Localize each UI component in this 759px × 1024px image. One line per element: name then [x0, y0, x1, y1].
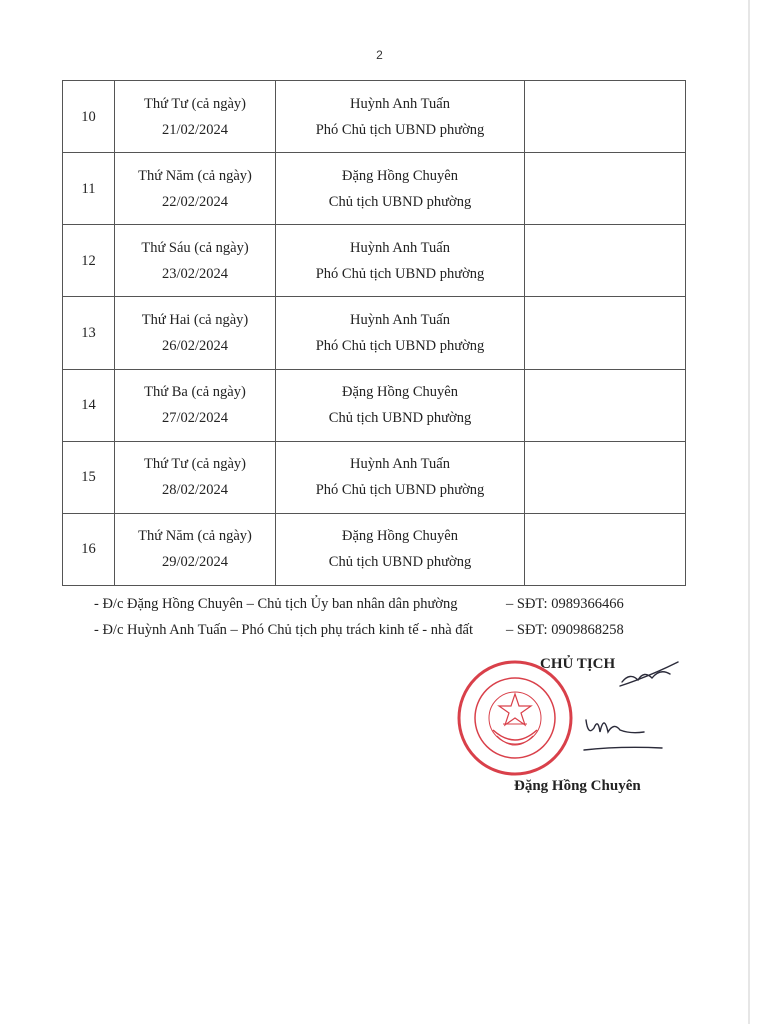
contact-person: - Đ/c Huỳnh Anh Tuấn – Phó Chủ tịch phụ trách kinh tế - nhà đất — [94, 622, 473, 638]
signer-name: Đặng Hồng Chuyên — [514, 778, 641, 794]
official-seal-icon — [455, 658, 575, 778]
contact-person: - Đ/c Đặng Hồng Chuyên – Chủ tịch Ủy ban nhân dân phường — [94, 596, 458, 612]
note-cell — [525, 297, 686, 369]
table-row — [63, 297, 686, 369]
duty-schedule-table — [62, 80, 686, 586]
official-name: Đặng Hồng Chuyên — [342, 167, 458, 184]
official-cell — [276, 153, 525, 225]
scan-edge — [748, 0, 750, 1024]
table-row — [63, 369, 686, 441]
row-number: 15 — [63, 441, 115, 513]
weekday: Thứ Hai (cả ngày) — [141, 311, 249, 328]
row-number: 16 — [63, 513, 115, 585]
contact-phone: – SĐT: 0989366466 — [506, 596, 624, 612]
official-title: Phó Chủ tịch UBND phường — [315, 121, 485, 138]
note-cell — [525, 369, 686, 441]
official-title: Chủ tịch UBND phường — [328, 193, 472, 210]
official-title: Phó Chủ tịch UBND phường — [315, 482, 485, 499]
official-title: Chủ tịch UBND phường — [328, 554, 472, 571]
official-name: Đặng Hồng Chuyên — [342, 384, 458, 401]
date: 27/02/2024 — [161, 410, 229, 427]
table-row — [63, 81, 686, 153]
weekday: Thứ Ba (cả ngày) — [144, 384, 246, 401]
official-cell — [276, 441, 525, 513]
date: 21/02/2024 — [161, 121, 229, 138]
weekday: Thứ Tư (cả ngày) — [143, 456, 246, 473]
row-number: 10 — [63, 81, 115, 153]
official-title: Phó Chủ tịch UBND phường — [315, 337, 485, 354]
contact-item — [94, 591, 694, 617]
official-title: Phó Chủ tịch UBND phường — [315, 265, 485, 282]
note-cell — [525, 513, 686, 585]
weekday: Thứ Tư (cả ngày) — [143, 95, 246, 112]
table-row — [63, 225, 686, 297]
row-number: 12 — [63, 225, 115, 297]
official-title: Chủ tịch UBND phường — [328, 410, 472, 427]
official-name: Đặng Hồng Chuyên — [342, 528, 458, 545]
date: 22/02/2024 — [161, 193, 229, 210]
note-cell — [525, 225, 686, 297]
duty-day-cell — [115, 153, 276, 225]
date: 26/02/2024 — [161, 337, 229, 354]
weekday: Thứ Sáu (cả ngày) — [141, 239, 249, 256]
weekday: Thứ Năm (cả ngày) — [138, 167, 252, 184]
date: 29/02/2024 — [161, 554, 229, 571]
contact-list — [94, 591, 694, 643]
weekday: Thứ Năm (cả ngày) — [138, 528, 252, 545]
row-number: 14 — [63, 369, 115, 441]
official-name: Huỳnh Anh Tuấn — [350, 239, 450, 256]
official-cell — [276, 225, 525, 297]
duty-day-cell — [115, 513, 276, 585]
table-row — [63, 153, 686, 225]
duty-day-cell — [115, 225, 276, 297]
page-number: 2 — [376, 48, 383, 62]
duty-day-cell — [115, 297, 276, 369]
official-cell — [276, 297, 525, 369]
official-cell — [276, 369, 525, 441]
note-cell — [525, 153, 686, 225]
note-cell — [525, 441, 686, 513]
official-name: Huỳnh Anh Tuấn — [350, 95, 450, 112]
signer-title: CHỦ TỊCH — [540, 656, 616, 672]
duty-day-cell — [115, 81, 276, 153]
contact-phone: – SĐT: 0909868258 — [506, 622, 624, 638]
official-name: Huỳnh Anh Tuấn — [350, 456, 450, 473]
official-cell — [276, 513, 525, 585]
table-row — [63, 441, 686, 513]
row-number: 13 — [63, 297, 115, 369]
duty-day-cell — [115, 369, 276, 441]
date: 23/02/2024 — [161, 265, 229, 282]
row-number: 11 — [63, 153, 115, 225]
note-cell — [525, 81, 686, 153]
official-name: Huỳnh Anh Tuấn — [350, 311, 450, 328]
date: 28/02/2024 — [161, 482, 229, 499]
table-row — [63, 513, 686, 585]
duty-day-cell — [115, 441, 276, 513]
official-cell — [276, 81, 525, 153]
contact-item — [94, 617, 694, 643]
